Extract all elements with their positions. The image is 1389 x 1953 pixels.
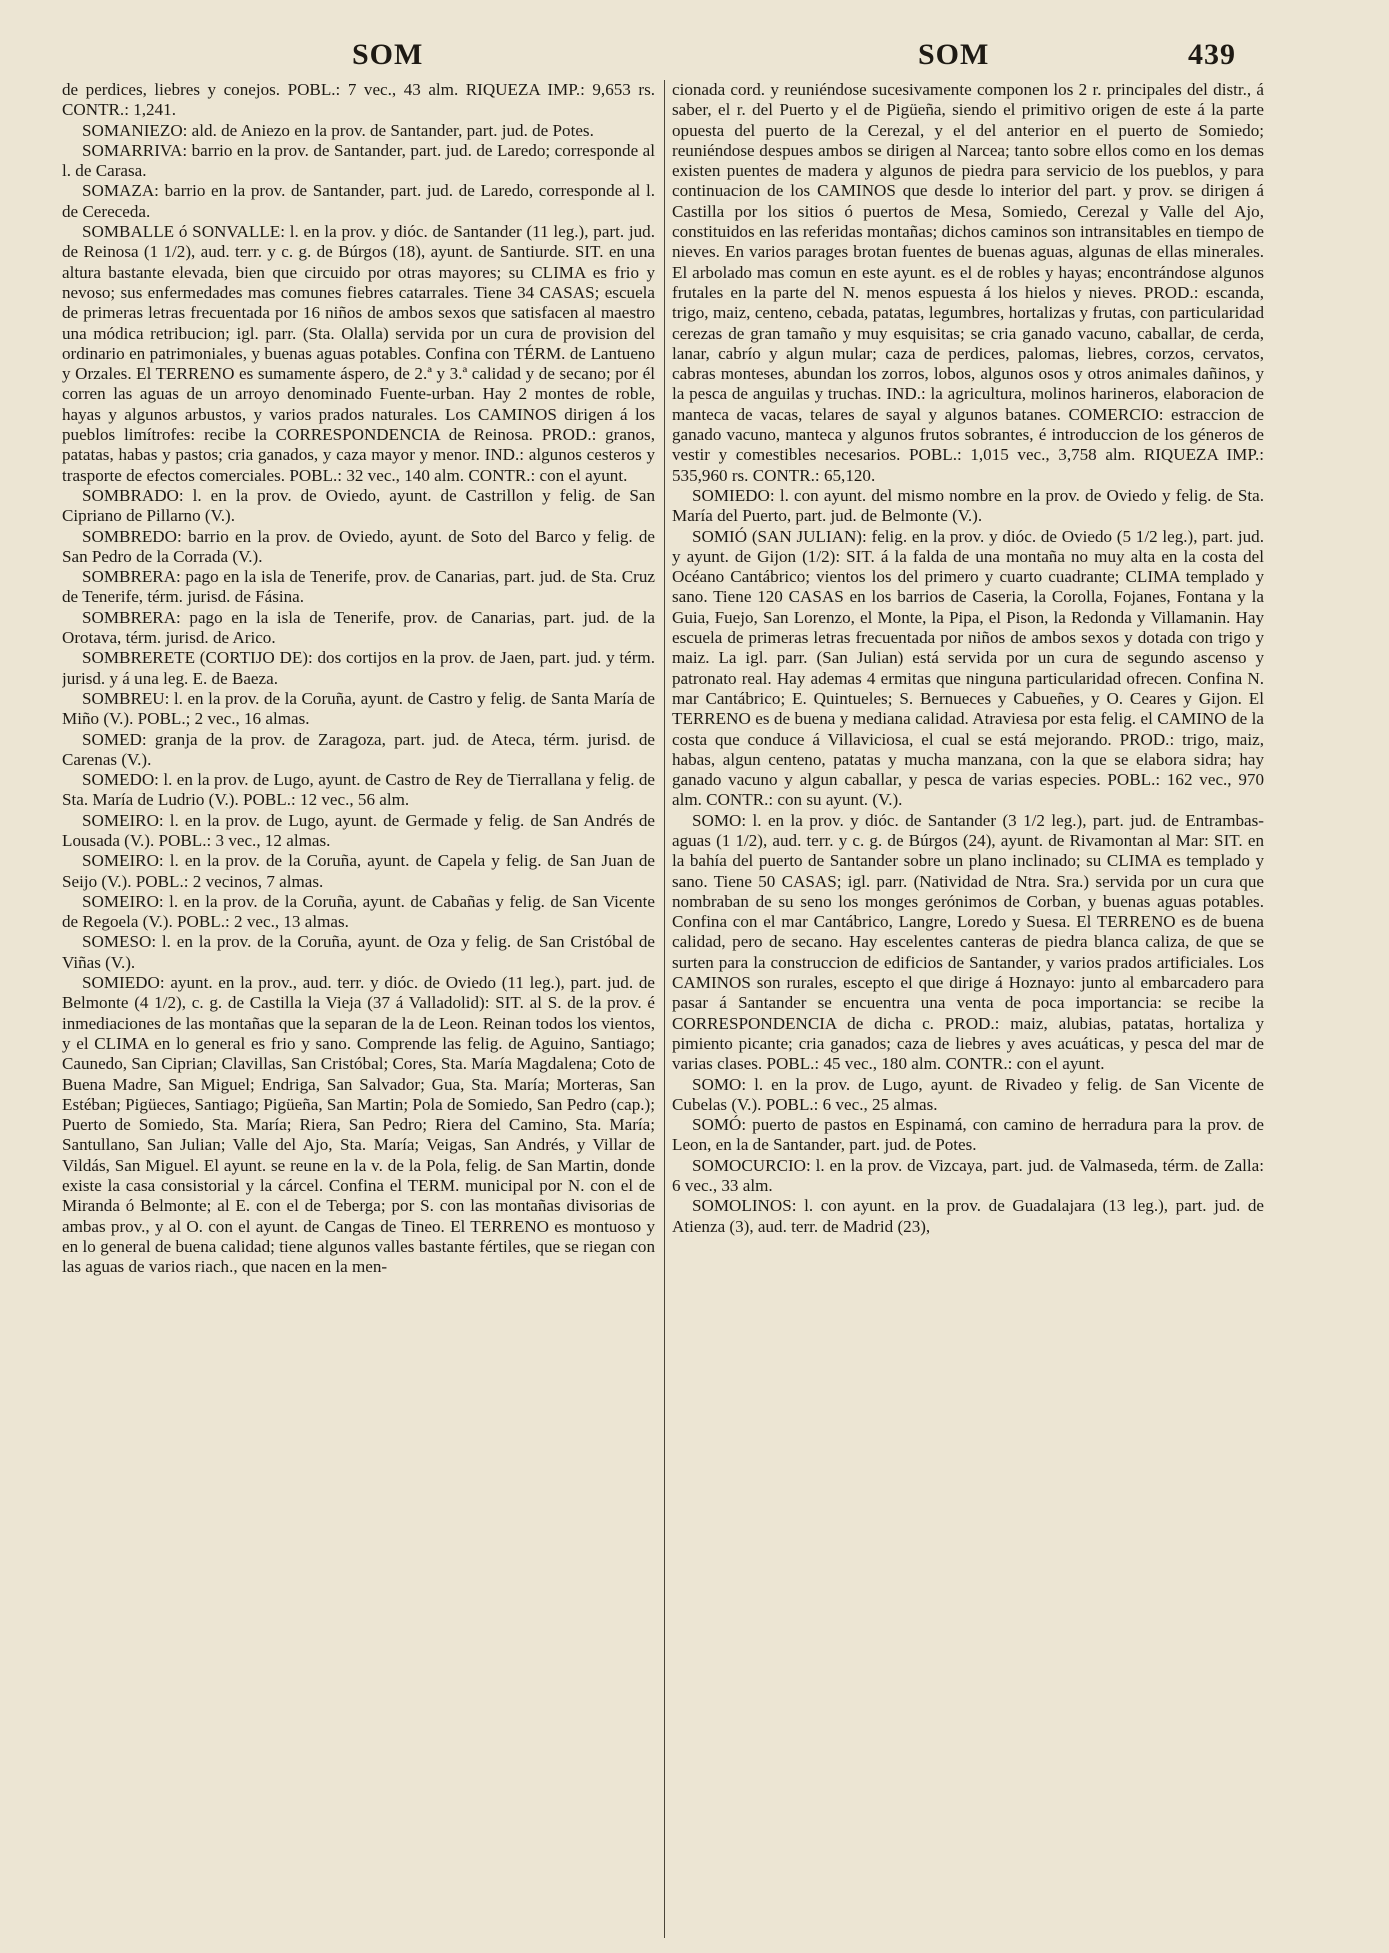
entry-paragraph: de perdices, liebres y conejos. POBL.: 7 vec., 43 alm. RIQUEZA IMP.: 9,653 rs. CONTR.: 1,241.	[62, 80, 655, 120]
entry-paragraph: SOMIÓ (SAN JULIAN): felig. en la prov. y dióc. de Oviedo (5 1/2 leg.), part. jud. y ayunt. de Gijon (1/2): SIT. á la falda de una montaña no muy alta en la costa del Océano Cantábrico; vientos los del primero y cuarto cuadrante; CLIMA templado y sano. Tiene 120 CASAS en los barrios de Caseria, la Corolla, Fojanes, Fontana y la Guia, Fuejo, San Lorenzo, el Monte, la Pipa, el Pison, la Redonda y Villamanin. Hay escuela de primeras letras frecuentada por niños de ambos sexos y dotada con trigo y maiz. La igl. parr. (San Julian) está servida por un cura de segundo ascenso y patronato real. Hay ademas 4 ermitas que ninguna particularidad ofrecen. Confina N. mar Cantábrico; E. Quintueles; S. Bernueces y Cabueñes, y O. Ceares y Gijon. El TERRENO es de buena y mediana calidad. Atraviesa por esta felig. el CAMINO de la costa que conduce á Villaviciosa, el cual se está mejorando. PROD.: trigo, maiz, habas, algun centeno, patatas y mucha manzana, con la que se elabora sidra; hay ganado vacuno y algun caballar, y pesca de varias especies. POBL.: 162 vec., 970 alm. CONTR.: con su ayunt. (V.).	[672, 526, 1264, 810]
entry-paragraph: SOMOLINOS: l. con ayunt. en la prov. de Guadalajara (13 leg.), part. jud. de Atienza (3), aud. terr. de Madrid (23),	[672, 1196, 1264, 1236]
left-column	[62, 80, 655, 1942]
entry-paragraph: SOMBRERA: pago en la isla de Tenerife, prov. de Canarias, part. jud. de Sta. Cruz de Tenerife, térm. jurisd. de Fásina.	[62, 567, 655, 607]
entry-paragraph: SOMÓ: puerto de pastos en Espinamá, con camino de herradura para la prov. de Leon, en la de Santander, part. jud. de Potes.	[672, 1115, 1264, 1155]
entry-paragraph: SOMESO: l. en la prov. de la Coruña, ayunt. de Oza y felig. de San Cristóbal de Viñas (V.).	[62, 932, 655, 972]
entry-paragraph: SOMEIRO: l. en la prov. de la Coruña, ayunt. de Capela y felig. de San Juan de Seijo (V.). POBL.: 2 vecinos, 7 almas.	[62, 851, 655, 891]
entry-paragraph: cionada cord. y reuniéndose sucesivamente componen los 2 r. principales del distr., á saber, el r. del Puerto y el de Pigüeña, siendo el primitivo origen de este á la parte opuesta del puerto de la Cerezal, y el del anterior en el puerto de Somiedo; reuniéndose despues ambos se dirigen al Narcea; tanto sobre ellos como en los demas existen puentes de madera y algunos de piedra para servicio de los pueblos, y para continuacion de los CAMINOS que desde lo interior del part. y prov. se dirigen á Castilla por los sitios ó puertos de Mesa, Somiedo, Cerezal y Valle del Ajo, constituidos en las referidas montañas; dichos caminos son intransitables en tiempo de nieves. En varios parages brotan fuentes de buenas aguas, algunas de ellas minerales. El arbolado mas comun en este ayunt. es el de robles y hayas; encontrándose algunos frutales en la parte del N. menos espuesta á los hielos y nieves. PROD.: escanda, trigo, maiz, centeno, cebada, patatas, legumbres, hortalizas y frutas, con particularidad cerezas de gran tamaño y muy esquisitas; se cria ganado vacuno, caballar, de cerda, lanar, cabrío y algun mular; caza de perdices, palomas, liebres, corzos, cervatos, cabras monteses, abundan los zorros, lobos, algunos osos y otros animales dañinos, y la pesca de anguilas y truchas. IND.: la agricultura, molinos harineros, elaboracion de manteca de vacas, telares de sayal y algunos batanes. COMERCIO: estraccion de ganado vacuno, manteca y algunos frutos sobrantes, é introduccion de los géneros de vestir y comestibles necesarios. POBL.: 1,015 vec., 3,758 alm. RIQUEZA IMP.: 535,960 rs. CONTR.: 65,120.	[672, 80, 1264, 485]
entry-paragraph: SOMANIEZO: ald. de Aniezo en la prov. de Santander, part. jud. de Potes.	[82, 120, 594, 140]
entry-paragraph: SOMO: l. en la prov. de Lugo, ayunt. de Rivadeo y felig. de San Vicente de Cubelas (V.). POBL.: 6 vec., 25 almas.	[672, 1074, 1264, 1114]
entry-paragraph: SOMOCURCIO: l. en la prov. de Vizcaya, part. jud. de Valmaseda, térm. de Zalla: 6 vec., 33 alm.	[672, 1155, 1264, 1196]
entry-paragraph: SOMIEDO: ayunt. en la prov., aud. terr. y dióc. de Oviedo (11 leg.), part. jud. de Belmonte (4 1/2), c. g. de Castilla la Vieja (37 á Valladolid): SIT. al S. de la prov. é inmediaciones de las montañas que la separan de la de Leon. Reinan todos los vientos, y el CLIMA en lo general es frio y sano. Comprende las felig. de Aguino, Santiago; Caunedo, San Ciprian; Clavillas, San Cristóbal; Cores, Sta. María Magdalena; Coto de Buena Madre, San Miguel; Endriga, San Salvador; Gua, Sta. María; Morteras, San Estéban; Pigüeces, Santiago; Pigüeña, San Martin; Pola de Somiedo, San Pedro (cap.); Puerto de Somiedo, Sta. María; Riera, San Pedro; Riera del Camino, Sta. María; Santullano, San Julian; Valle del Ajo, Sta. María; Veigas, San Andrés, y Villar de Vildás, San Miguel. El ayunt. se reune en la v. de la Pola, felig. de San Martin, donde existe la casa consistorial y la cárcel. Confina el TERM. municipal por N. con el de Miranda ó Belmonte; al E. con el de Teberga; por S. con las montañas divisorias de ambas prov., y al O. con el ayunt. de Cangas de Tineo. El TERRENO es montuoso y en lo general de buena calidad; tiene algunos valles bastante fértiles, que se riegan con las aguas de varios riach., que nacen en la men-	[62, 973, 655, 1277]
column-divider	[664, 80, 665, 1938]
entry-paragraph: SOMO: l. en la prov. y dióc. de Santander (3 1/2 leg.), part. jud. de Entrambas-aguas (1 1/2), aud. terr. y c. g. de Búrgos (24), ayunt. de Rivamontan al Mar: SIT. en la bahía del puerto de Santander sobre un plano inclinado; su CLIMA es templado y sano. Tiene 50 CASAS; igl. parr. (Natividad de Ntra. Sra.) servida por un cura que nombraban de su seno los monges gerónimos de Corban, y buenas aguas potables. Confina con el mar Cantábrico, Langre, Loredo y Suesa. El TERRENO es de buena calidad, pero de secano. Hay escelentes canteras de piedra blanca caliza, de que se surten para la construccion de edificios de Santander, y varios prados artificiales. Los CAMINOS son rurales, escepto el que dirige á Hoznayo: junto al embarcadero para pasar á Santander se encuentra una venta de poca importancia: se recibe la CORRESPONDENCIA de dicha c. PROD.: maiz, alubias, patatas, hortaliza y pimiento picante; cria ganados; caza de liebres y aves acuáticas, y pesca del mar de varias clases. POBL.: 45 vec., 180 alm. CONTR.: con el ayunt.	[672, 810, 1264, 1074]
entry-paragraph: SOMBREDO: barrio en la prov. de Oviedo, ayunt. de Soto del Barco y felig. de San Pedro de la Corrada (V.).	[62, 526, 655, 566]
entry-paragraph: SOMBRERA: pago en la isla de Tenerife, prov. de Canarias, part. jud. de la Orotava, térm. jurisd. de Arico.	[62, 607, 655, 648]
entry-paragraph: SOMED: granja de la prov. de Zaragoza, part. jud. de Ateca, térm. jurisd. de Carenas (V.).	[62, 729, 655, 769]
entry-paragraph: SOMEDO: l. en la prov. de Lugo, ayunt. de Castro de Rey de Tierrallana y felig. de Sta. María de Ludrio (V.). POBL.: 12 vec., 56 alm.	[62, 770, 655, 810]
entry-paragraph: SOMBREU: l. en la prov. de la Coruña, ayunt. de Castro y felig. de Santa María de Miño (V.). POBL.; 2 vec., 16 almas.	[62, 688, 655, 729]
entry-paragraph: SOMEIRO: l. en la prov. de Lugo, ayunt. de Germade y felig. de San Andrés de Lousada (V.). POBL.: 3 vec., 12 almas.	[62, 810, 655, 850]
entry-paragraph: SOMARRIVA: barrio en la prov. de Santander, part. jud. de Laredo; corresponde al l. de Carasa.	[62, 140, 655, 181]
entry-paragraph: SOMEIRO: l. en la prov. de la Coruña, ayunt. de Cabañas y felig. de San Vicente de Regoela (V.). POBL.: 2 vec., 13 almas.	[62, 891, 655, 932]
entry-paragraph: SOMBRADO: l. en la prov. de Oviedo, ayunt. de Castrillon y felig. de San Cipriano de Pillarno (V.).	[62, 485, 655, 526]
entry-paragraph: SOMBRERETE (CORTIJO DE): dos cortijos en la prov. de Jaen, part. jud. y térm. jurisd. y á una leg. E. de Baeza.	[62, 648, 655, 688]
right-column	[672, 80, 1264, 1942]
entry-paragraph: SOMBALLE ó SONVALLE: l. en la prov. y dióc. de Santander (11 leg.), part. jud. de Reinosa (1 1/2), aud. terr. y c. g. de Búrgos (18), ayunt. de Santiurde. SIT. en una altura bastante elevada, bien que circuido por otras mayores; su CLIMA es frio y nevoso; sus enfermedades mas comunes fiebres catarrales. Tiene 34 CASAS; escuela de primeras letras frecuentada por 16 niños de ambos sexos que satisfacen al maestro una módica retribucion; igl. parr. (Sta. Olalla) servida por un cura de provision del ordinario en patrimoniales, y buenas aguas potables. Confina con TÉRM. de Lantueno y Orzales. El TERRENO es sumamente áspero, de 2.ª y 3.ª calidad y de secano; por él corren las aguas de un arroyo denominado Fuente-urban. Hay 2 montes de roble, hayas y algunos arbustos, y varios prados naturales. Los CAMINOS dirigen á los pueblos limítrofes: recibe la CORRESPONDENCIA de Reinosa. PROD.: granos, patatas, habas y pastos; cria ganados, y caza mayor y menor. IND.: algunos cesteros y trasporte de efectos comerciales. POBL.: 32 vec., 140 alm. CONTR.: con el ayunt.	[62, 222, 655, 485]
entry-paragraph: SOMAZA: barrio en la prov. de Santander, part. jud. de Laredo, corresponde al l. de Cereceda.	[62, 181, 655, 221]
running-head-left: SOM	[352, 38, 424, 71]
running-head-right: SOM	[918, 38, 990, 71]
page-number: 439	[1188, 38, 1236, 71]
entry-paragraph: SOMIEDO: l. con ayunt. del mismo nombre en la prov. de Oviedo y felig. de Sta. María del Puerto, part. jud. de Belmonte (V.).	[672, 485, 1264, 526]
